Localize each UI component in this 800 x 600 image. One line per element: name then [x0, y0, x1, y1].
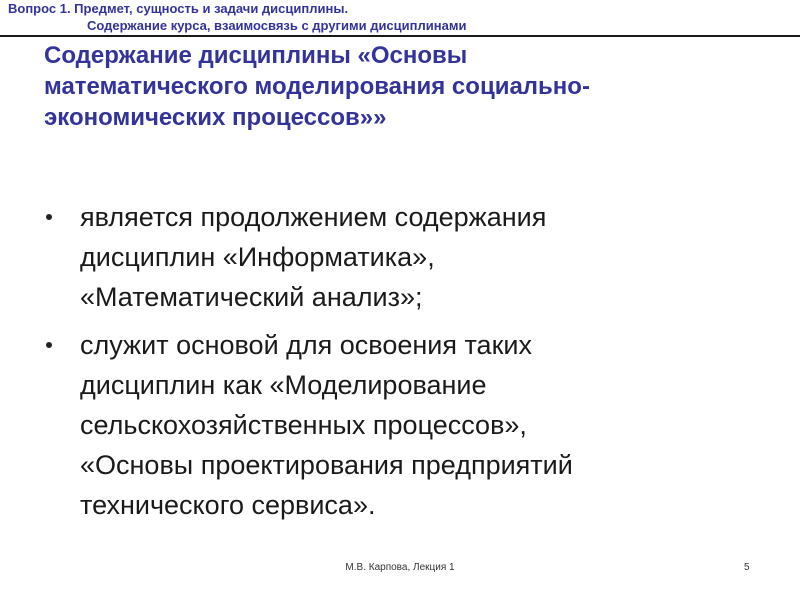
slide-title-line: математического моделирования социально-: [44, 73, 590, 100]
bullet-dot-icon: [46, 342, 52, 348]
footer-author: М.В. Карпова, Лекция 1: [345, 562, 455, 573]
bullet-text-line: является продолжением содержания: [80, 202, 547, 232]
bullet-item: [44, 325, 764, 525]
slide-title-line: Содержание дисциплины «Основы: [44, 42, 468, 69]
slide-title: [44, 40, 764, 133]
bullet-text-line: дисциплин «Информатика»,: [80, 242, 435, 272]
bullet-list: [44, 197, 764, 533]
header-topic: Вопрос 1. Предмет, сущность и задачи дисциплины.: [8, 1, 349, 16]
header-divider: [0, 35, 800, 37]
bullet-text-line: «Математический анализ»;: [80, 282, 423, 312]
bullet-text-line: сельскохозяйственных процессов»,: [80, 410, 527, 440]
slide-title-line: экономических процессов»»: [44, 104, 387, 131]
bullet-text-line: служит основой для освоения таких: [80, 330, 532, 360]
bullet-dot-icon: [46, 214, 52, 220]
bullet-text-line: технического сервиса».: [80, 490, 376, 520]
page-number: 5: [744, 562, 750, 573]
bullet-item: [44, 197, 764, 317]
bullet-text-line: «Основы проектирования предприятий: [80, 450, 573, 480]
bullet-text-line: дисциплин как «Моделирование: [80, 370, 487, 400]
header-subtopic: Содержание курса, взаимосвязь с другими дисциплинами: [87, 18, 467, 33]
